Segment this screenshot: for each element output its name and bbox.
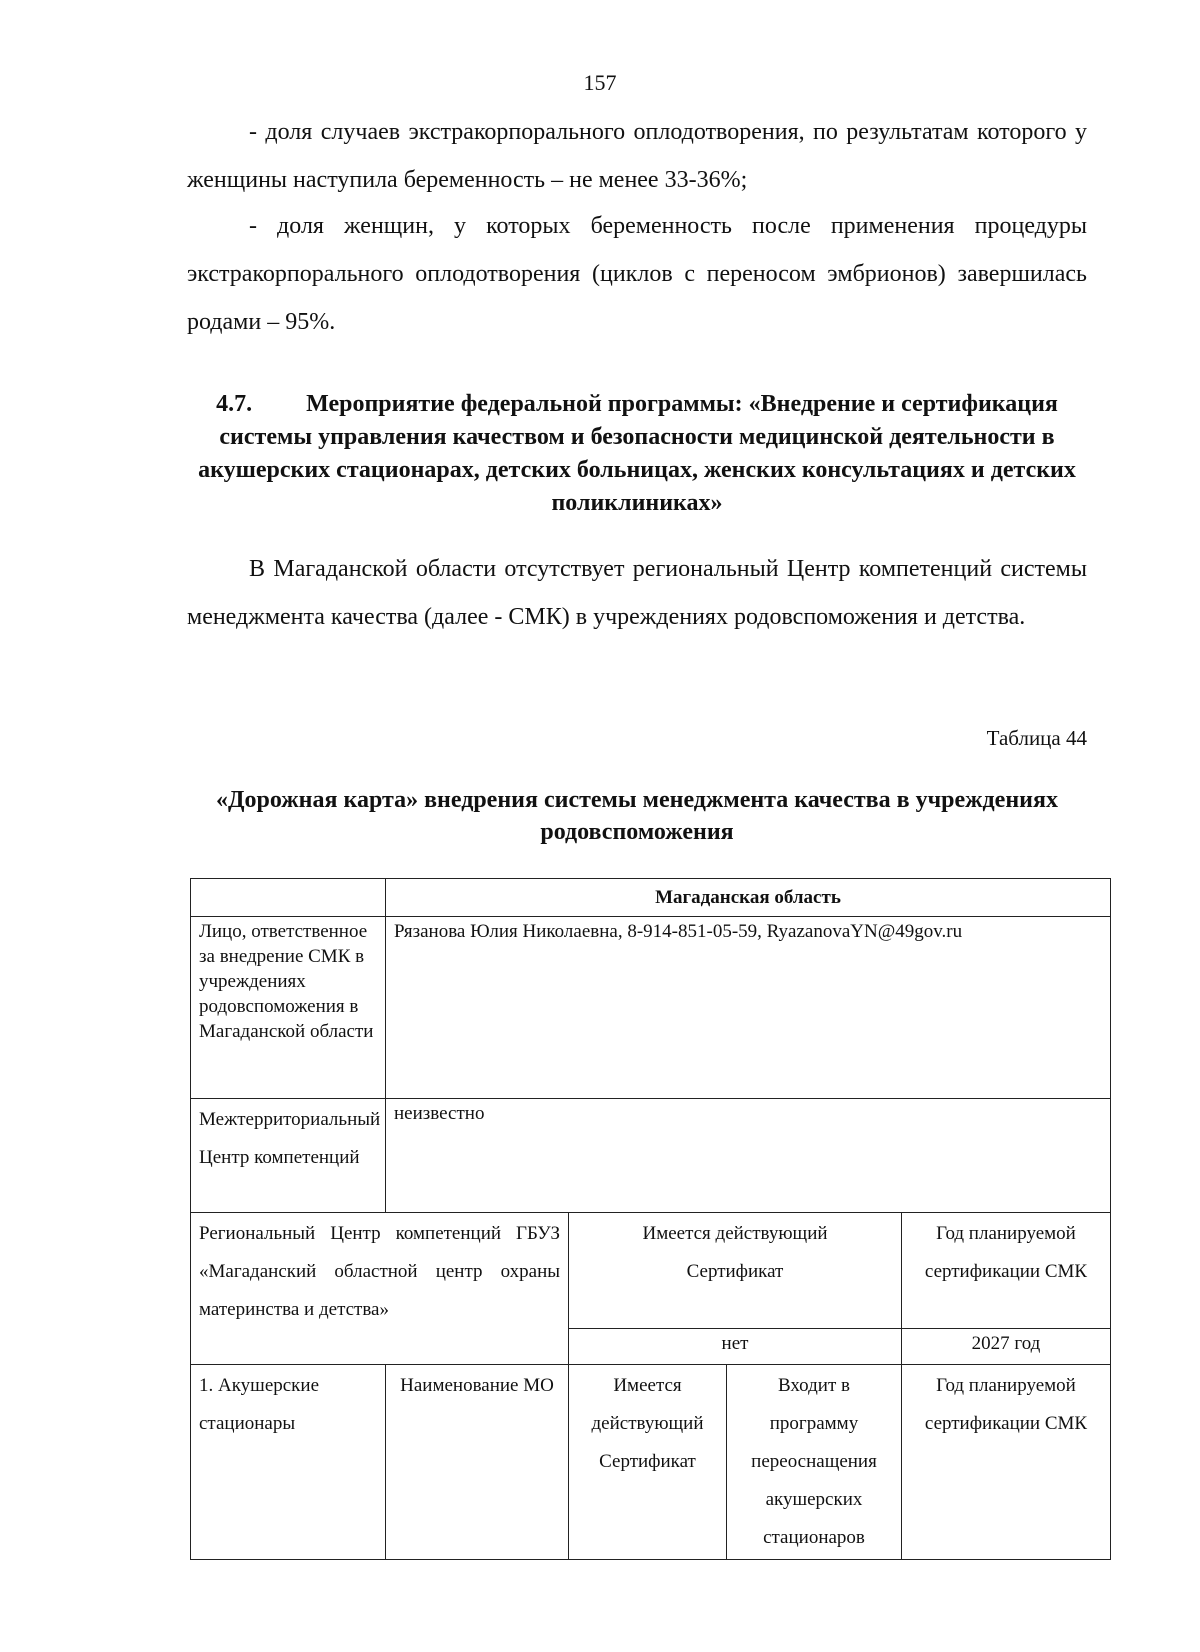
- page-number: 157: [583, 70, 617, 95]
- responsible-value-cell: Рязанова Юлия Николаевна, 8-914-851-05-59, RyazanovaYN@49gov.ru: [386, 917, 1111, 1099]
- regional-center-label-cell: Региональный Центр компетенций ГБУЗ «Магаданский областной центр охраны материнства и детства»: [191, 1213, 569, 1365]
- table-label: Таблица 44: [986, 726, 1087, 750]
- obstetric-label-cell: 1. Акушерские стационары: [191, 1365, 386, 1560]
- planned-year-header-cell: Год планируемой сертификации СМК: [902, 1213, 1111, 1329]
- reequipment-header-cell: Входит в программу переоснащения акушерских стационаров: [727, 1365, 902, 1560]
- table-row: [191, 1365, 1111, 1560]
- mo-name-header-cell: Наименование МО: [386, 1365, 569, 1560]
- section-number: 4.7.: [216, 391, 253, 417]
- has-certificate-header-cell: Имеется действующий Сертификат: [569, 1213, 902, 1329]
- roadmap-table: [190, 878, 1111, 1560]
- planned-year-value-cell: 2027 год: [902, 1329, 1111, 1365]
- has-certificate-header-cell-2: Имеется действующий Сертификат: [569, 1365, 727, 1560]
- table-row: [191, 1213, 1111, 1329]
- has-certificate-value-cell: нет: [569, 1329, 902, 1365]
- region-header-cell: Магаданская область: [386, 879, 1111, 917]
- table-title: «Дорожная карта» внедрения системы менеджмента качества в учреждениях родовспоможения: [216, 787, 1058, 845]
- responsible-label-cell: Лицо, ответственное за внедрение СМК в учреждениях родовспоможения в Магаданской области: [191, 917, 386, 1099]
- paragraph-ivf-birth-rate: - доля женщин, у которых беременность после применения процедуры экстракорпорального оплодотворения (циклов с переносом эмбрионов) завершилась родами – 95%.: [187, 213, 1087, 335]
- table-row: [191, 1099, 1111, 1213]
- empty-header-cell: [191, 879, 386, 917]
- planned-year-header-cell-2: Год планируемой сертификации СМК: [902, 1365, 1111, 1560]
- paragraph-ivf-pregnancy-rate: - доля случаев экстракорпорального оплодотворения, по результатам которого у женщины наступила беременность – не менее 33-36%;: [187, 119, 1087, 193]
- paragraph-no-regional-center: В Магаданской области отсутствует региональный Центр компетенций системы менеджмента качества (далее - СМК) в учреждениях родовспоможения и детства.: [187, 556, 1087, 630]
- section-title: Мероприятие федеральной программы: «Внедрение и сертификация системы управления качеством и безопасности медицинской деятельности в акушерских стационарах, детских больницах, женских консультациях и детских поликлиниках»: [198, 391, 1076, 516]
- interterritorial-label-cell: Межтерриториальный Центр компетенций: [191, 1099, 386, 1213]
- interterritorial-value-cell: неизвестно: [386, 1099, 1111, 1213]
- section-heading: [187, 388, 1087, 520]
- table-row: [191, 879, 1111, 917]
- table-row: [191, 917, 1111, 1099]
